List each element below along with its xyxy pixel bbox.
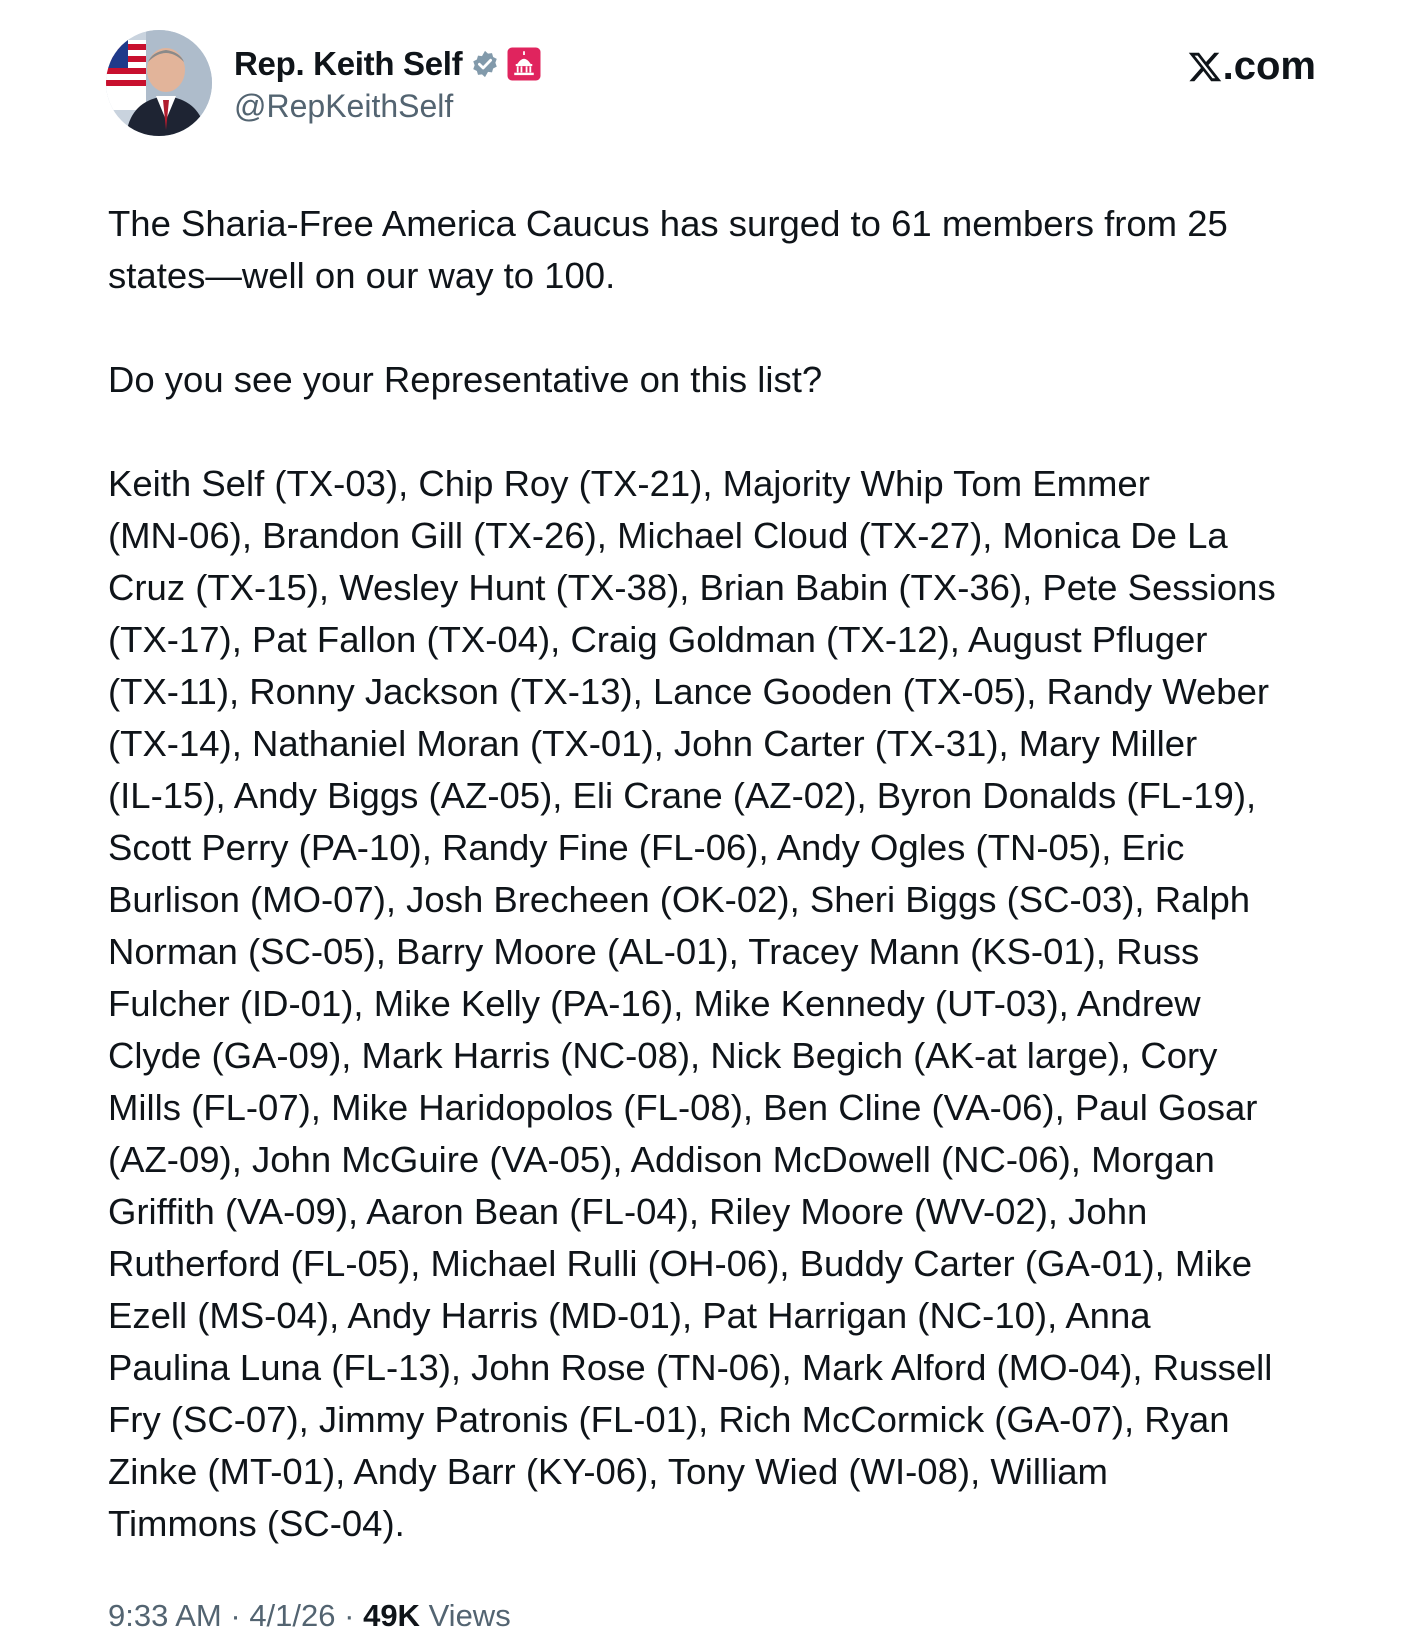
views-count[interactable]: 49K (363, 1598, 420, 1633)
brand-mark (1187, 44, 1316, 89)
views-label: Views (419, 1598, 511, 1633)
meta-separator: · (335, 1598, 364, 1633)
author-block (234, 42, 542, 125)
verified-badge-icon (470, 49, 500, 79)
capitol-badge-icon (506, 46, 542, 82)
handle[interactable]: @RepKeithSelf (234, 88, 454, 124)
avatar-portrait (106, 30, 212, 136)
display-name-row (234, 42, 542, 86)
display-name[interactable]: Rep. Keith Self (234, 45, 463, 82)
tweet-meta (108, 1598, 511, 1634)
tweet-date[interactable]: 4/1/26 (249, 1598, 336, 1633)
avatar[interactable] (106, 30, 212, 136)
tweet-header (106, 30, 1316, 140)
tweet-text: The Sharia-Free America Caucus has surged to 61 members from 25 states—well on our way to 100. Do you see your Representative on this list? Keith Self (TX-03), Chip Roy (TX-21), Majority Whip Tom Emmer (MN-06), Brandon Gill (TX-26), Michael Cloud (TX-27), Monica De La Cruz (TX-15), Wesley Hunt (TX-38), Brian Babin (TX-36), Pete Sessions (TX-17), Pat Fallon (TX-04), Craig Goldman (TX-12), August Pfluger (TX-11), Ronny Jackson (TX-13), Lance Gooden (TX-05), Randy Weber (TX-14), Nathaniel Moran (TX-01), John Carter (TX-31), Mary Miller (IL-15), Andy Biggs (AZ-05), Eli Crane (AZ-02), Byron Donalds (FL-19), Scott Perry (PA-10), Randy Fine (FL-06), Andy Ogles (TN-05), Eric Burlison (MO-07), Josh Brecheen (OK-02), Sheri Biggs (SC-03), Ralph Norman (SC-05), Barry Moore (AL-01), Tracey Mann (KS-01), Russ Fulcher (ID-01), Mike Kelly (PA-16), Mike Kennedy (UT-03), Andrew Clyde (GA-09), Mark Harris (NC-08), Nick Begich (AK-at large), Cory Mills (FL-07), Mike Haridopolos (FL-08), Ben Cline (VA-06), Paul Gosar (AZ-09), John McGuire (VA-05), Addison McDowell (NC-06), Morgan Griffith (VA-09), Aaron Bean (FL-04), Riley Moore (WV-02), John Rutherford (FL-05), Michael Rulli (OH-06), Buddy Carter (GA-01), Mike Ezell (MS-04), Andy Harris (MD-01), Pat Harrigan (NC-10), Anna Paulina Luna (FL-13), John Rose (TN-06), Mark Alford (MO-04), Russell Fry (SC-07), Jimmy Patronis (FL-01), Rich McCormick (GA-07), Ryan Zinke (MT-01), Andy Barr (KY-06), Tony Wied (WI-08), William Timmons (SC-04). (108, 203, 1276, 1544)
tweet-time[interactable]: 9:33 AM (108, 1598, 222, 1633)
brand-label: .com (1222, 44, 1316, 88)
x-logo-icon (1187, 49, 1223, 85)
meta-separator: · (221, 1598, 250, 1633)
